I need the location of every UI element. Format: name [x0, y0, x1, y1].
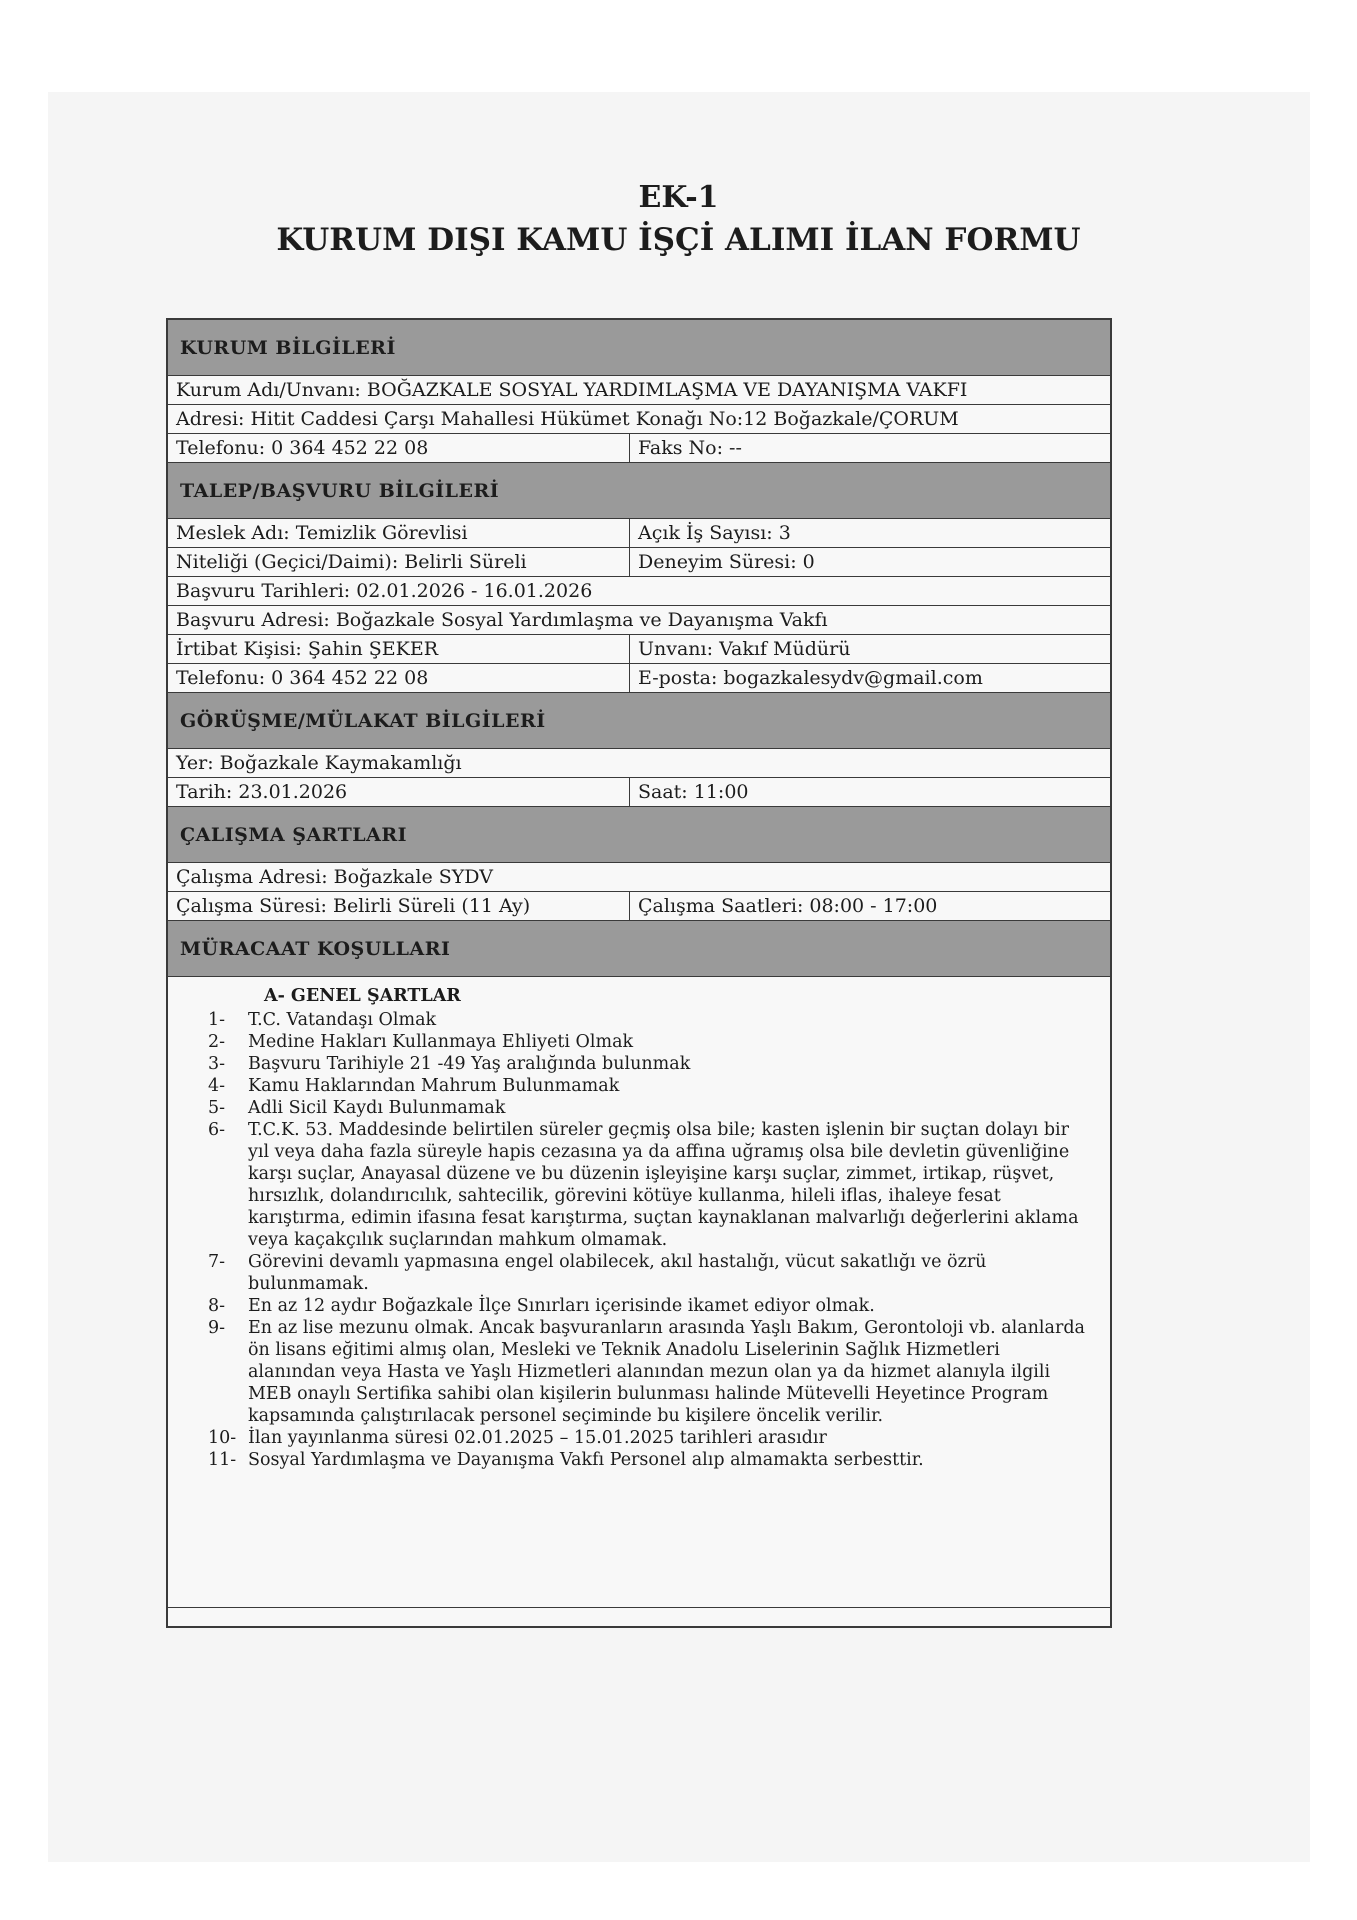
- list-item: [208, 1449, 1090, 1471]
- item-text: İlan yayınlanma süresi 02.01.2025 – 15.01.2025 tarihleri arasıdır: [248, 1428, 827, 1448]
- open-positions: Açık İş Sayısı: 3: [638, 522, 791, 544]
- talep-phone-row: [168, 664, 1110, 693]
- item-number: 9-: [208, 1318, 226, 1338]
- gorusme-datetime-row: [168, 778, 1110, 807]
- contact-email: E-posta: bogazkalesydv@gmail.com: [638, 667, 983, 689]
- general-conditions-title: A- GENEL ŞARTLAR: [264, 986, 461, 1006]
- talep-nature-row: [168, 548, 1110, 577]
- item-text: En az 12 aydır Boğazkale İlçe Sınırları içerisinde ikamet ediyor olmak.: [248, 1296, 875, 1316]
- job-nature: Niteliği (Geçici/Daimi): Belirli Süreli: [168, 548, 630, 576]
- talep-dates-row: [168, 577, 1110, 606]
- item-text: Görevini devamlı yapmasına engel olabilecek, akıl hastalığı, vücut sakatlığı ve özrü bulunmamak.: [248, 1252, 987, 1294]
- form-title: KURUM DIŞI KAMU İŞÇİ ALIMI İLAN FORMU: [276, 222, 1081, 258]
- list-item: [208, 1097, 1090, 1119]
- application-dates: Başvuru Tarihleri: 02.01.2026 - 16.01.2026: [176, 580, 593, 602]
- item-number: 2-: [208, 1032, 226, 1052]
- list-item: [208, 1251, 1090, 1295]
- item-text: Medine Hakları Kullanmaya Ehliyeti Olmak: [248, 1032, 634, 1052]
- interview-place: Yer: Boğazkale Kaymakamlığı: [176, 752, 462, 774]
- item-text: Sosyal Yardımlaşma ve Dayanışma Vakfı Personel alıp almamakta serbesttir.: [248, 1450, 924, 1470]
- section-gorusme-heading: GÖRÜŞME/MÜLAKAT BİLGİLERİ: [168, 693, 1110, 749]
- form-bottom-border: [168, 1607, 1110, 1626]
- item-number: 3-: [208, 1054, 226, 1074]
- job-name: Meslek Adı: Temizlik Görevlisi: [168, 519, 630, 547]
- list-item: [208, 1053, 1090, 1075]
- annex-code: EK-1: [638, 180, 719, 215]
- talep-job-row: [168, 519, 1110, 548]
- talep-address-row: [168, 606, 1110, 635]
- section-muracaat-heading: MÜRACAAT KOŞULLARI: [168, 921, 1110, 977]
- item-text: T.C. Vatandaşı Olmak: [248, 1010, 437, 1030]
- list-item: [208, 1317, 1090, 1427]
- item-number: 10-: [208, 1428, 237, 1448]
- application-address: Başvuru Adresi: Boğazkale Sosyal Yardımlaşma ve Dayanışma Vakfı: [176, 609, 828, 631]
- interview-date: Tarih: 23.01.2026: [168, 778, 630, 806]
- item-number: 8-: [208, 1296, 226, 1316]
- calisma-time-row: [168, 892, 1110, 921]
- kurum-name: Kurum Adı/Unvanı: BOĞAZKALE SOSYAL YARDIMLAŞMA VE DAYANIŞMA VAKFI: [176, 379, 968, 401]
- section-talep-heading: TALEP/BAŞVURU BİLGİLERİ: [168, 463, 1110, 519]
- list-item: [208, 1119, 1090, 1251]
- list-item: [208, 1009, 1090, 1031]
- work-duration: Çalışma Süresi: Belirli Süreli (11 Ay): [168, 892, 630, 920]
- item-number: 11-: [208, 1450, 237, 1470]
- gorusme-place-row: [168, 749, 1110, 778]
- document-title-block: [0, 178, 1357, 262]
- list-item: [208, 1075, 1090, 1097]
- work-hours: Çalışma Saatleri: 08:00 - 17:00: [638, 895, 938, 917]
- list-item: [208, 1427, 1090, 1449]
- item-number: 6-: [208, 1120, 226, 1140]
- item-text: Adli Sicil Kaydı Bulunmamak: [248, 1098, 506, 1118]
- item-text: T.C.K. 53. Maddesinde belirtilen süreler geçmiş olsa bile; kasten işlenin bir suçtan dolayı bir yıl veya daha fazla süreyle hapis cezasına ya da affına uğramış olsa bile devletin güvenliğine karşı suçlar, Anayasal düzene ve bu düzenin işleyişine karşı suçlar, zimmet, irtikap, rüşvet, hırsızlık, dolandırıcılık, sahtecilik, görevini kötüye kullanma, hileli iflas, ihaleye fesat karıştırma, edimin ifasına fesat karıştırma, suçtan kaynaklanan malvarlığı değerlerini aklama veya kaçakçılık suçlarından mahkum olmamak.: [248, 1120, 1079, 1250]
- item-number: 7-: [208, 1252, 226, 1272]
- experience: Deneyim Süresi: 0: [638, 551, 815, 573]
- interview-time: Saat: 11:00: [638, 781, 749, 803]
- conditions-list: [168, 977, 1110, 1607]
- item-text: Kamu Haklarından Mahrum Bulunmamak: [248, 1076, 620, 1096]
- kurum-name-row: [168, 376, 1110, 405]
- item-number: 1-: [208, 1010, 226, 1030]
- work-address: Çalışma Adresi: Boğazkale SYDV: [176, 866, 493, 888]
- section-calisma-heading: ÇALIŞMA ŞARTLARI: [168, 807, 1110, 863]
- kurum-phone: Telefonu: 0 364 452 22 08: [168, 434, 630, 462]
- contact-person: İrtibat Kişisi: Şahin ŞEKER: [168, 635, 630, 663]
- kurum-address-row: [168, 405, 1110, 434]
- calisma-address-row: [168, 863, 1110, 892]
- kurum-address: Adresi: Hitit Caddesi Çarşı Mahallesi Hükümet Konağı No:12 Boğazkale/ÇORUM: [176, 408, 959, 430]
- list-item: [208, 1295, 1090, 1317]
- list-item: [208, 1031, 1090, 1053]
- section-kurum-heading: KURUM BİLGİLERİ: [168, 320, 1110, 376]
- talep-contact-row: [168, 635, 1110, 664]
- item-number: 4-: [208, 1076, 226, 1096]
- contact-title: Unvanı: Vakıf Müdürü: [638, 638, 851, 660]
- item-text: Başvuru Tarihiyle 21 -49 Yaş aralığında bulunmak: [248, 1054, 691, 1074]
- item-number: 5-: [208, 1098, 226, 1118]
- kurum-fax: Faks No: --: [638, 437, 742, 459]
- item-text: En az lise mezunu olmak. Ancak başvuranların arasında Yaşlı Bakım, Gerontoloji vb. alanlarda ön lisans eğitimi almış olan, Mesleki ve Teknik Anadolu Liselerinin Sağlık Hizmetleri alanından veya Hasta ve Yaşlı Hizmetleri alanından mezun olan ya da hizmet alanıyla ilgili MEB onaylı Sertifika sahibi olan kişilerin bulunması halinde Mütevelli Heyetince Program kapsamında çalıştırılacak personel seçiminde bu kişilere öncelik verilir.: [248, 1318, 1085, 1426]
- contact-phone: Telefonu: 0 364 452 22 08: [168, 664, 630, 692]
- kurum-contact-row: [168, 434, 1110, 463]
- announcement-form: [166, 318, 1112, 1628]
